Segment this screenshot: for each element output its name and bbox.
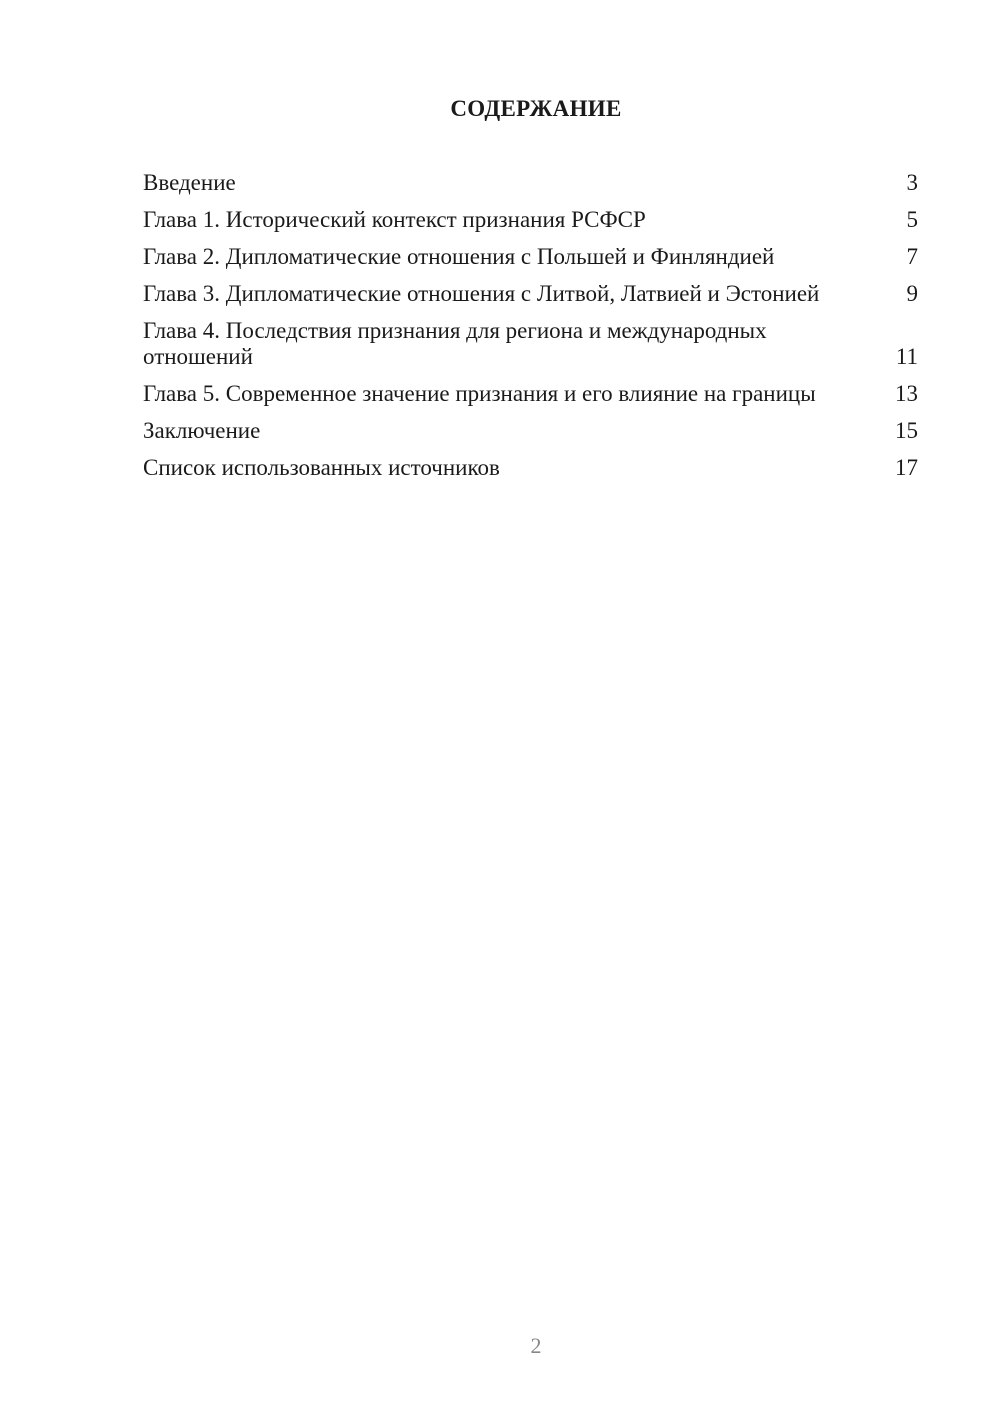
toc-entry-chapter-3: [143, 281, 918, 307]
toc-entry-page: 5: [906, 207, 918, 232]
toc-entry-page: 3: [906, 170, 918, 195]
toc-entry-page: 9: [906, 281, 918, 306]
toc-entry-references: [143, 455, 918, 481]
toc-entry-text: Заключение: [143, 418, 261, 443]
toc-entry-text: Список использованных источников: [143, 455, 500, 480]
toc-entry-page: 13: [895, 381, 918, 406]
toc-entry-introduction: [143, 170, 918, 196]
toc-title: СОДЕРЖАНИЕ: [450, 96, 622, 121]
table-of-contents: [143, 170, 918, 492]
toc-entry-text: Глава 5. Современное значение признания и его влияние на границы: [143, 381, 816, 406]
toc-entry-chapter-5: [143, 381, 918, 407]
toc-entry-page: 15: [895, 418, 918, 443]
toc-entry-text: Глава 2. Дипломатические отношения с Польшей и Финляндией: [143, 244, 775, 269]
page-number: 2: [530, 1333, 542, 1358]
toc-entry-text: Введение: [143, 170, 236, 195]
toc-entry-chapter-2: [143, 244, 918, 270]
toc-entry-text: Глава 1. Исторический контекст признания РСФСР: [143, 207, 646, 232]
toc-entry-page: 7: [906, 244, 918, 269]
toc-entry-chapter-4: [143, 318, 918, 370]
toc-entry-text: Глава 4. Последствия признания для региона и международных отношений: [143, 318, 767, 369]
toc-entry-text: Глава 3. Дипломатические отношения с Литвой, Латвией и Эстонией: [143, 281, 820, 306]
toc-entry-conclusion: [143, 418, 918, 444]
toc-entry-chapter-1: [143, 207, 918, 233]
toc-entry-page: 17: [895, 455, 918, 480]
toc-entry-page: 11: [895, 344, 918, 369]
